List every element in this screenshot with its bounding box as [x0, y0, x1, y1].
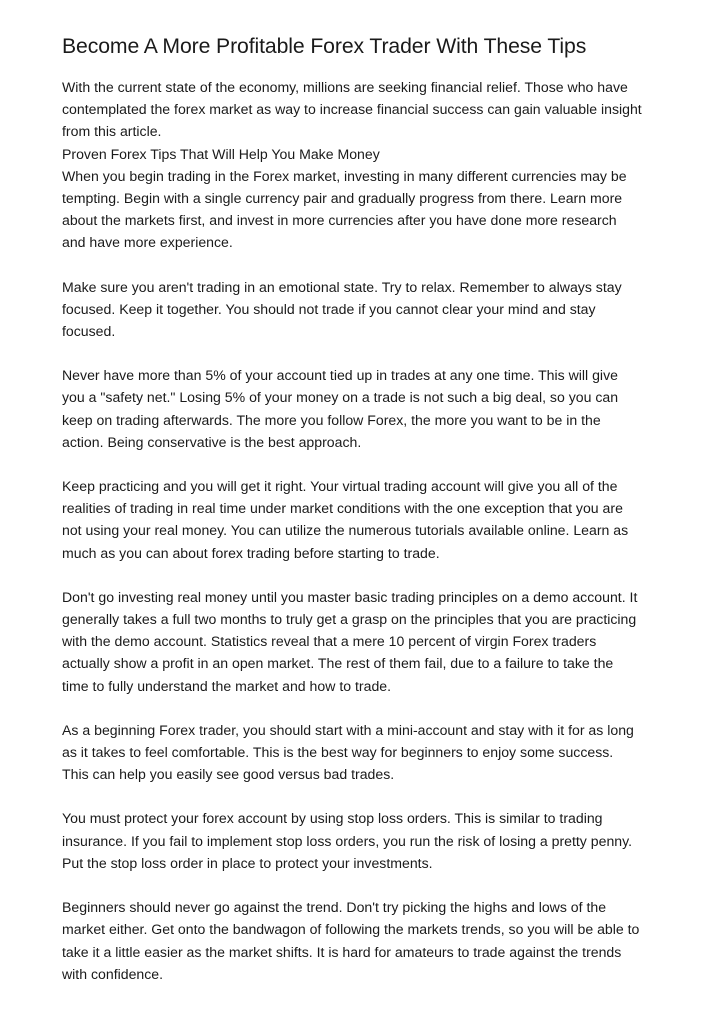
text-line: with confidence. — [62, 965, 164, 982]
document-page — [62, 30, 674, 985]
text-line: You must protect your forex account by using stop loss orders. This is similar to trading — [62, 810, 603, 827]
paragraph-spacer — [62, 254, 674, 276]
text-line: With the current state of the economy, millions are seeking financial relief. Those who have — [62, 79, 628, 95]
paragraph — [62, 76, 674, 254]
paragraph-spacer — [62, 564, 674, 586]
paragraph — [62, 276, 674, 343]
text-line: Never have more than 5% of your account tied up in trades at any one time. This will give — [62, 367, 618, 384]
text-line: As a beginning Forex trader, you should start with a mini-account and stay with it for as long — [62, 721, 634, 738]
text-line: action. Being conservative is the best approach. — [62, 433, 362, 450]
paragraph — [62, 475, 674, 564]
text-line: insurance. If you fail to implement stop loss orders, you run the risk of losing a pretty penny. — [62, 832, 633, 849]
text-line: and have more experience. — [62, 234, 233, 251]
text-line: focused. — [62, 323, 116, 340]
text-line: keep on trading afterwards. The more you follow Forex, the more you want to be in the — [62, 411, 601, 428]
document-body — [62, 76, 674, 985]
text-line: actually show a profit in an open market. The rest of them fail, due to a failure to take the — [62, 655, 614, 672]
paragraph — [62, 896, 674, 985]
paragraph-spacer — [62, 453, 674, 475]
text-line: time to fully understand the market and how to trade. — [62, 677, 392, 694]
text-line: focused. Keep it together. You should not trade if you cannot clear your mind and stay — [62, 300, 596, 317]
paragraph-spacer — [62, 342, 674, 364]
text-line: much as you can about forex trading before starting to trade. — [62, 544, 440, 561]
paragraph — [62, 364, 674, 453]
text-line: Proven Forex Tips That Will Help You Make Money — [62, 145, 380, 162]
text-line: take it a little easier as the market shifts. It is hard for amateurs to trade against the trends — [62, 943, 622, 960]
text-line: Make sure you aren't trading in an emotional state. Try to relax. Remember to always stay — [62, 278, 622, 295]
text-line: realities of trading in real time under market conditions with the one exception that you are — [62, 500, 623, 517]
text-line: Beginners should never go against the trend. Don't try picking the highs and lows of the — [62, 899, 607, 916]
text-line: about the markets first, and invest in more currencies after you have done more research — [62, 212, 617, 229]
text-line: When you begin trading in the Forex market, investing in many different currencies may be — [62, 167, 627, 184]
paragraph-spacer — [62, 785, 674, 807]
paragraph — [62, 719, 674, 786]
text-line: contemplated the forex market as way to increase financial success can gain valuable insight — [62, 101, 642, 118]
text-line: This can help you easily see good versus bad trades. — [62, 766, 395, 783]
text-line: Put the stop loss order in place to protect your investments. — [62, 854, 433, 871]
paragraph-spacer — [62, 697, 674, 719]
text-line: Don't go investing real money until you master basic trading principles on a demo account. It — [62, 588, 638, 605]
text-line: you a "safety net." Losing 5% of your money on a trade is not such a big deal, so you can — [62, 389, 619, 406]
text-line: from this article. — [62, 123, 162, 140]
text-line: market either. Get onto the bandwagon of following the markets trends, so you will be able to — [62, 921, 640, 938]
document-title: Become A More Profitable Forex Trader With These Tips — [62, 35, 587, 58]
paragraph — [62, 807, 674, 874]
paragraph — [62, 586, 674, 697]
text-line: Keep practicing and you will get it right. Your virtual trading account will give you all of the — [62, 478, 618, 495]
text-line: generally takes a full two months to truly get a grasp on the principles that you are practicing — [62, 611, 637, 628]
text-line: not using your real money. You can utilize the numerous tutorials available online. Learn as — [62, 522, 629, 539]
text-line: tempting. Begin with a single currency pair and gradually progress from there. Learn more — [62, 190, 623, 207]
text-line: as it takes to feel comfortable. This is the best way for beginners to enjoy some success. — [62, 744, 614, 761]
paragraph-spacer — [62, 874, 674, 896]
text-line: with the demo account. Statistics reveal that a mere 10 percent of virgin Forex traders — [62, 633, 597, 650]
